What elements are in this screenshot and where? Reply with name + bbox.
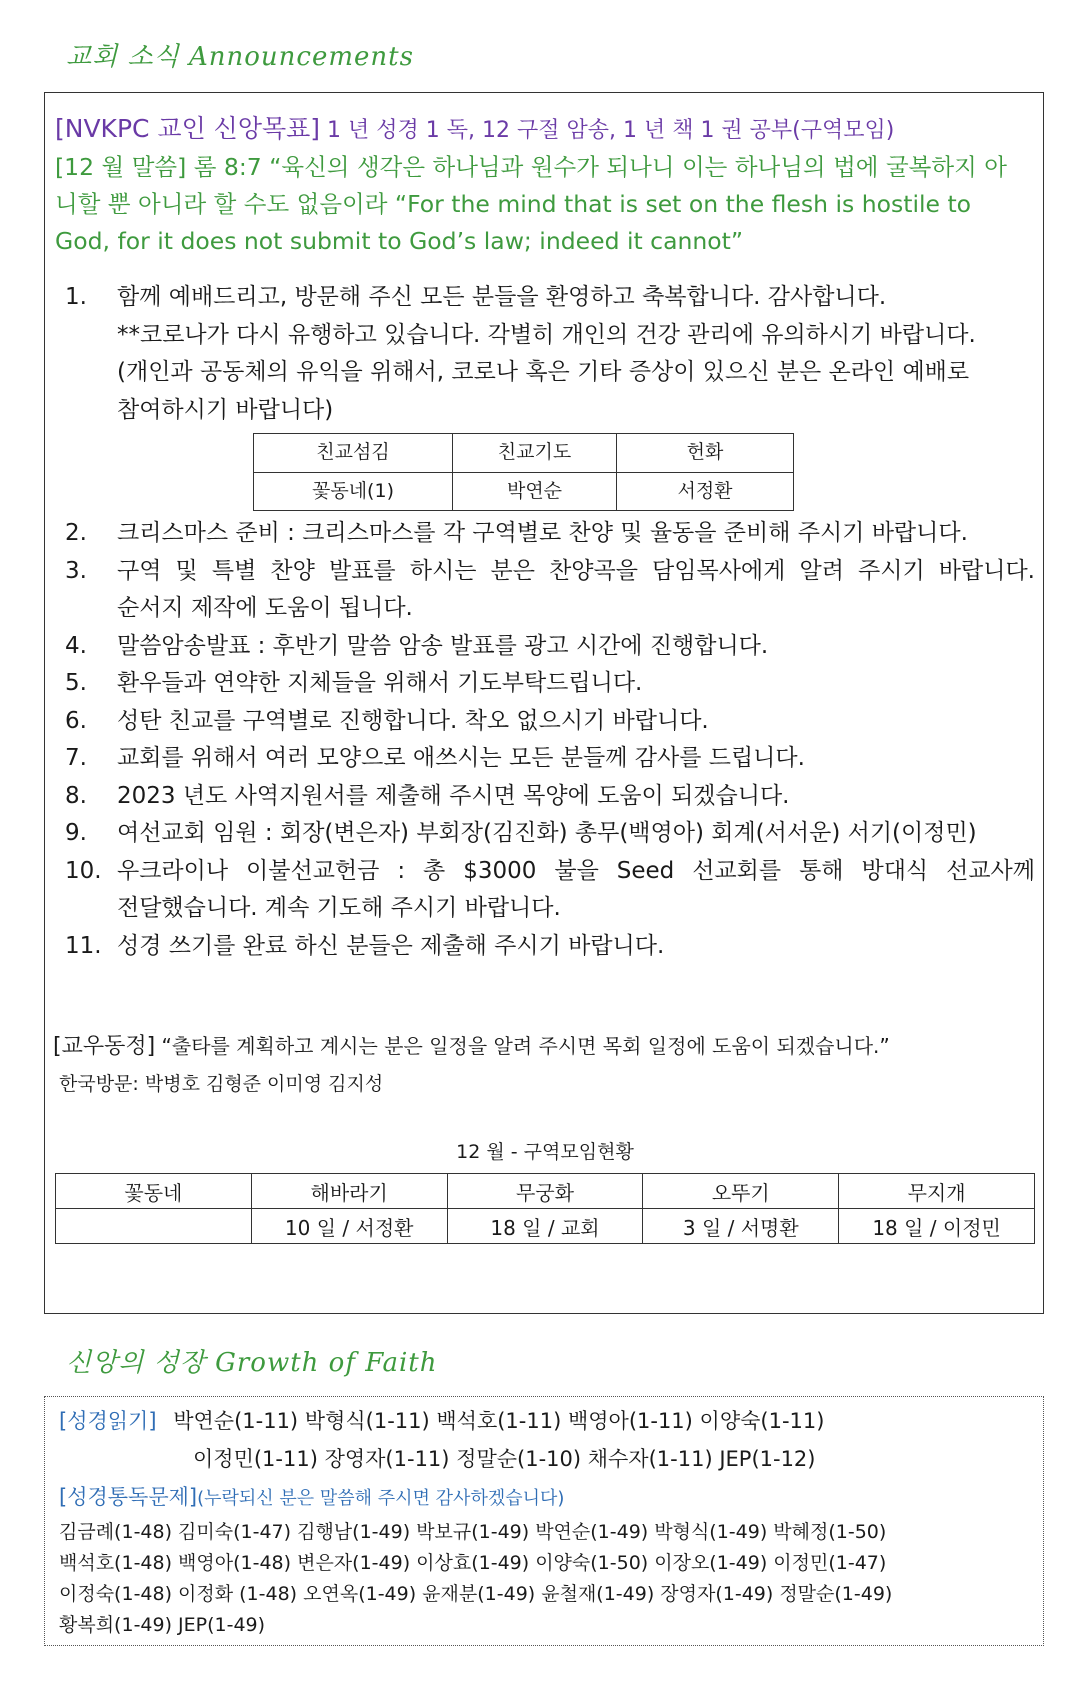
group-value: 18 일 / 이정민	[839, 1209, 1035, 1244]
bible-quiz-note: (누락되신 분은 말씀해 주시면 감사하겠습니다)	[197, 1488, 565, 1509]
serve-value-flowers: 서정환	[617, 472, 794, 511]
item-number: 1.	[65, 284, 87, 310]
item-line: 성탄 친교를 구역별로 진행합니다. 착오 없으시기 바랍니다.	[117, 707, 709, 734]
bible-reading-names-1: 박연순(1-11) 박형식(1-11) 백석호(1-11) 백영아(1-11) 이양숙(1-11)	[173, 1409, 825, 1433]
announcement-item-6	[55, 703, 1035, 741]
item-line: 교회를 위해서 여러 모양으로 애쓰시는 모든 분들께 감사를 드립니다.	[117, 745, 805, 771]
announcement-item-3	[55, 553, 1035, 628]
announcement-item-1	[55, 279, 1035, 511]
bible-reading-tag: [성경읽기]	[59, 1409, 157, 1433]
announcement-item-4	[55, 628, 1035, 666]
serve-header-prayer: 친교기도	[453, 434, 617, 473]
item-number: 10.	[65, 857, 102, 884]
group-meeting-table	[55, 1173, 1035, 1244]
group-header: 꽃동네	[56, 1174, 252, 1209]
serve-value-fellowship: 꽃동네(1)	[254, 472, 453, 511]
item-line: 구역 및 특별 찬양 발표를 하시는 분은 찬양곡을 담임목사에게 알려 주시기 바랍니다.	[117, 557, 1035, 584]
item-line: 여선교회 임원 : 회장(변은자) 부회장(김진화) 총무(백영아) 회계(서서운) 서기(이정민)	[117, 820, 977, 846]
serve-value-prayer: 박연순	[453, 472, 617, 511]
member-news	[53, 1029, 890, 1060]
bible-quiz-line: 이정숙(1-48) 이정화 (1-48) 오연옥(1-49) 윤재분(1-49) 윤철재(1-49) 장영자(1-49) 정말순(1-49)	[59, 1583, 893, 1605]
announcement-item-7	[55, 740, 1035, 778]
item-line: **코로나가 다시 유행하고 있습니다. 각별히 개인의 건강 관리에 유의하시기 바랍니다.	[117, 321, 976, 348]
group-header: 무지개	[839, 1174, 1035, 1209]
bible-reading-names-2: 이정민(1-11) 장영자(1-11) 정말순(1-10) 채수자(1-11) JEP(1-12)	[193, 1447, 816, 1471]
group-header: 해바라기	[251, 1174, 447, 1209]
item-line: 순서지 제작에 도움이 됩니다.	[117, 595, 413, 621]
announcement-item-9	[55, 815, 1035, 853]
item-number: 8.	[65, 782, 87, 809]
item-number: 11.	[65, 932, 102, 959]
item-number: 3.	[65, 557, 87, 584]
growth-box	[44, 1396, 1044, 1646]
bible-quiz-tag: [성경통독문제]	[59, 1485, 198, 1509]
item-line: 전달했습니다. 계속 기도해 주시기 바랍니다.	[117, 895, 561, 921]
item-number: 4.	[65, 632, 87, 659]
item-number: 5.	[65, 670, 87, 696]
item-number: 2.	[65, 520, 87, 546]
announcement-item-5	[55, 665, 1035, 703]
fellowship-serving-table	[253, 433, 794, 511]
faith-goal	[55, 109, 894, 145]
item-line: 2023 년도 사역지원서를 제출해 주시면 목양에 도움이 되겠습니다.	[117, 782, 790, 809]
item-line: 참여하시기 바랍니다)	[117, 396, 334, 423]
group-value	[56, 1209, 252, 1244]
item-line: 성경 쓰기를 완료 하신 분들은 제출해 주시기 바랍니다.	[117, 932, 665, 959]
announcements-title: 교회 소식 Announcements	[66, 42, 414, 72]
serve-header-flowers: 헌화	[617, 434, 794, 473]
item-number: 6.	[65, 707, 87, 734]
bible-quiz-line: 백석호(1-48) 백영아(1-48) 변은자(1-49) 이상효(1-49) 이양숙(1-50) 이장오(1-49) 이정민(1-47)	[59, 1552, 887, 1574]
item-line: 말씀암송발표 : 후반기 말씀 암송 발표를 광고 시간에 진행합니다.	[117, 632, 769, 659]
announcement-item-10	[55, 853, 1035, 928]
group-header: 오뚜기	[643, 1174, 839, 1209]
bible-quiz-heading	[59, 1481, 564, 1511]
bible-quiz-line: 황복희(1-49) JEP(1-49)	[59, 1614, 266, 1636]
faith-goal-text: 1 년 성경 1 독, 12 구절 암송, 1 년 책 1 권 공부(구역모임)	[320, 118, 895, 143]
announcement-item-8	[55, 778, 1035, 816]
item-line: (개인과 공동체의 유익을 위해서, 코로나 혹은 기타 증상이 있으신 분은 온라인 예배로	[117, 359, 970, 385]
item-number: 7.	[65, 745, 87, 771]
group-header: 무궁화	[447, 1174, 643, 1209]
announcements-box	[44, 92, 1044, 1314]
item-line: 환우들과 연약한 지체들을 위해서 기도부탁드립니다.	[117, 670, 643, 696]
group-value: 18 일 / 교회	[447, 1209, 643, 1244]
member-news-tag: [교우동정]	[53, 1034, 156, 1059]
group-meeting-caption: 12 월 - 구역모임현황	[456, 1141, 634, 1163]
group-value: 10 일 / 서정환	[251, 1209, 447, 1244]
korea-visit: 한국방문: 박병호 김형준 이미영 김지성	[59, 1073, 384, 1095]
announcement-item-11	[55, 928, 1035, 966]
item-number: 9.	[65, 820, 87, 846]
announcement-list	[55, 279, 1035, 965]
growth-title: 신앙의 성장 Growth of Faith	[66, 1348, 438, 1378]
item-line: 크리스마스 준비 : 크리스마스를 각 구역별로 찬양 및 율동을 준비해 주시기 바랍니다.	[117, 520, 968, 546]
bible-reading-line-1	[59, 1405, 824, 1435]
announcement-item-2	[55, 515, 1035, 553]
item-line: 우크라이나 이불선교헌금 : 총 $3000 불을 Seed 선교회를 통해 방대식 선교사께	[117, 857, 1035, 884]
faith-goal-tag: [NVKPC 교인 신앙목표]	[55, 114, 321, 143]
serve-header-fellowship: 친교섬김	[254, 434, 453, 473]
bible-quiz-line: 김금례(1-48) 김미숙(1-47) 김행남(1-49) 박보규(1-49) 박연순(1-49) 박형식(1-49) 박혜정(1-50)	[59, 1521, 887, 1543]
item-line: 함께 예배드리고, 방문해 주신 모든 분들을 환영하고 축복합니다. 감사합니다.	[117, 284, 887, 310]
monthly-verse: [12 월 말씀] 롬 8:7 “육신의 생각은 하나님과 원수가 되나니 이는 하나님의 법에 굴복하지 아니할 뿐 아니라 할 수도 없음이라 “For the mind that is set on the flesh is hostile to God, for it does not submit to God’s law; indeed it cannot”	[55, 153, 1007, 255]
member-news-text: “출타를 계획하고 계시는 분은 일정을 알려 주시면 목회 일정에 도움이 되겠습니다.”	[155, 1034, 890, 1058]
group-value: 3 일 / 서명환	[643, 1209, 839, 1244]
